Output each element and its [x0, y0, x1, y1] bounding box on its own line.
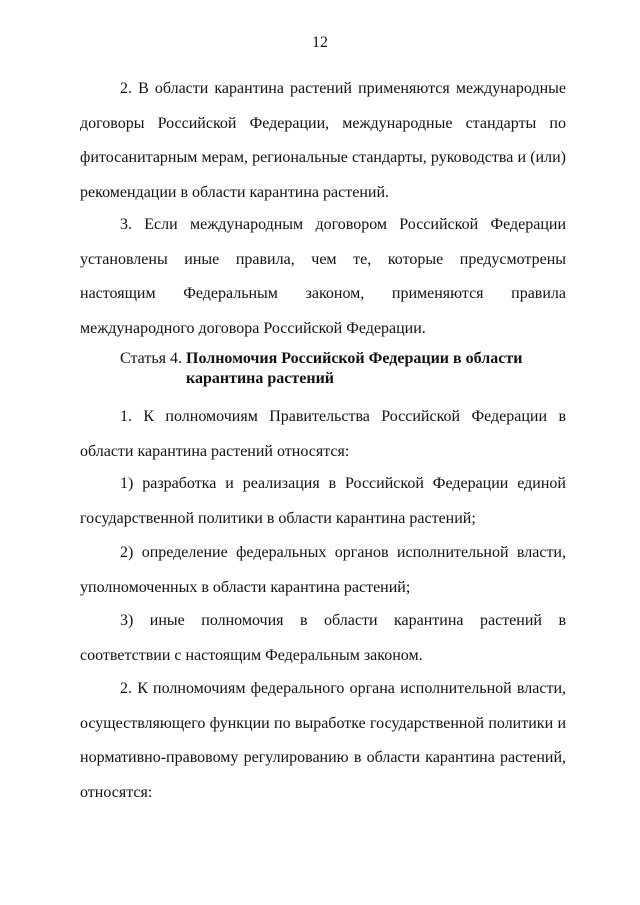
paragraph-item-3-treaty-precedence: 3. Если международным договором Российской Федерации установлены иные правила, чем те, которые предусмотрены настоящим Федеральным законом, применяются правила международного договора Российской Федерации.	[80, 216, 566, 337]
page-number: 12	[312, 34, 328, 51]
article-heading	[120, 349, 540, 389]
article-title-line2: карантина растений	[186, 370, 335, 387]
paragraph-item-2-international-treaties: 2. В области карантина растений применяются международные договоры Российской Федерации, международные стандарты по фитосанитарным мерам, региональные стандарты, руководства и (или) рекомендации в области карантина растений.	[80, 80, 566, 201]
paragraph-federal-body-powers: 2. К полномочиям федерального органа исполнительной власти, осуществляющего функции по выработке государственной политики и нормативно-правовому регулированию в области карантина растений, относятся:	[80, 680, 566, 801]
paragraph-government-powers: 1. К полномочиям Правительства Российской Федерации в области карантина растений относятся:	[80, 408, 566, 460]
article-label: Статья 4.	[120, 350, 182, 367]
article-title-line1: Полномочия Российской Федерации в области	[186, 350, 523, 367]
list-item-1-state-policy: 1) разработка и реализация в Российской Федерации единой государственной политики в области карантина растений;	[80, 475, 566, 527]
list-item-2-federal-bodies: 2) определение федеральных органов исполнительной власти, уполномоченных в области карантина растений;	[80, 544, 566, 596]
list-item-3-other-powers: 3) иные полномочия в области карантина растений в соответствии с настоящим Федеральным законом.	[80, 612, 566, 664]
